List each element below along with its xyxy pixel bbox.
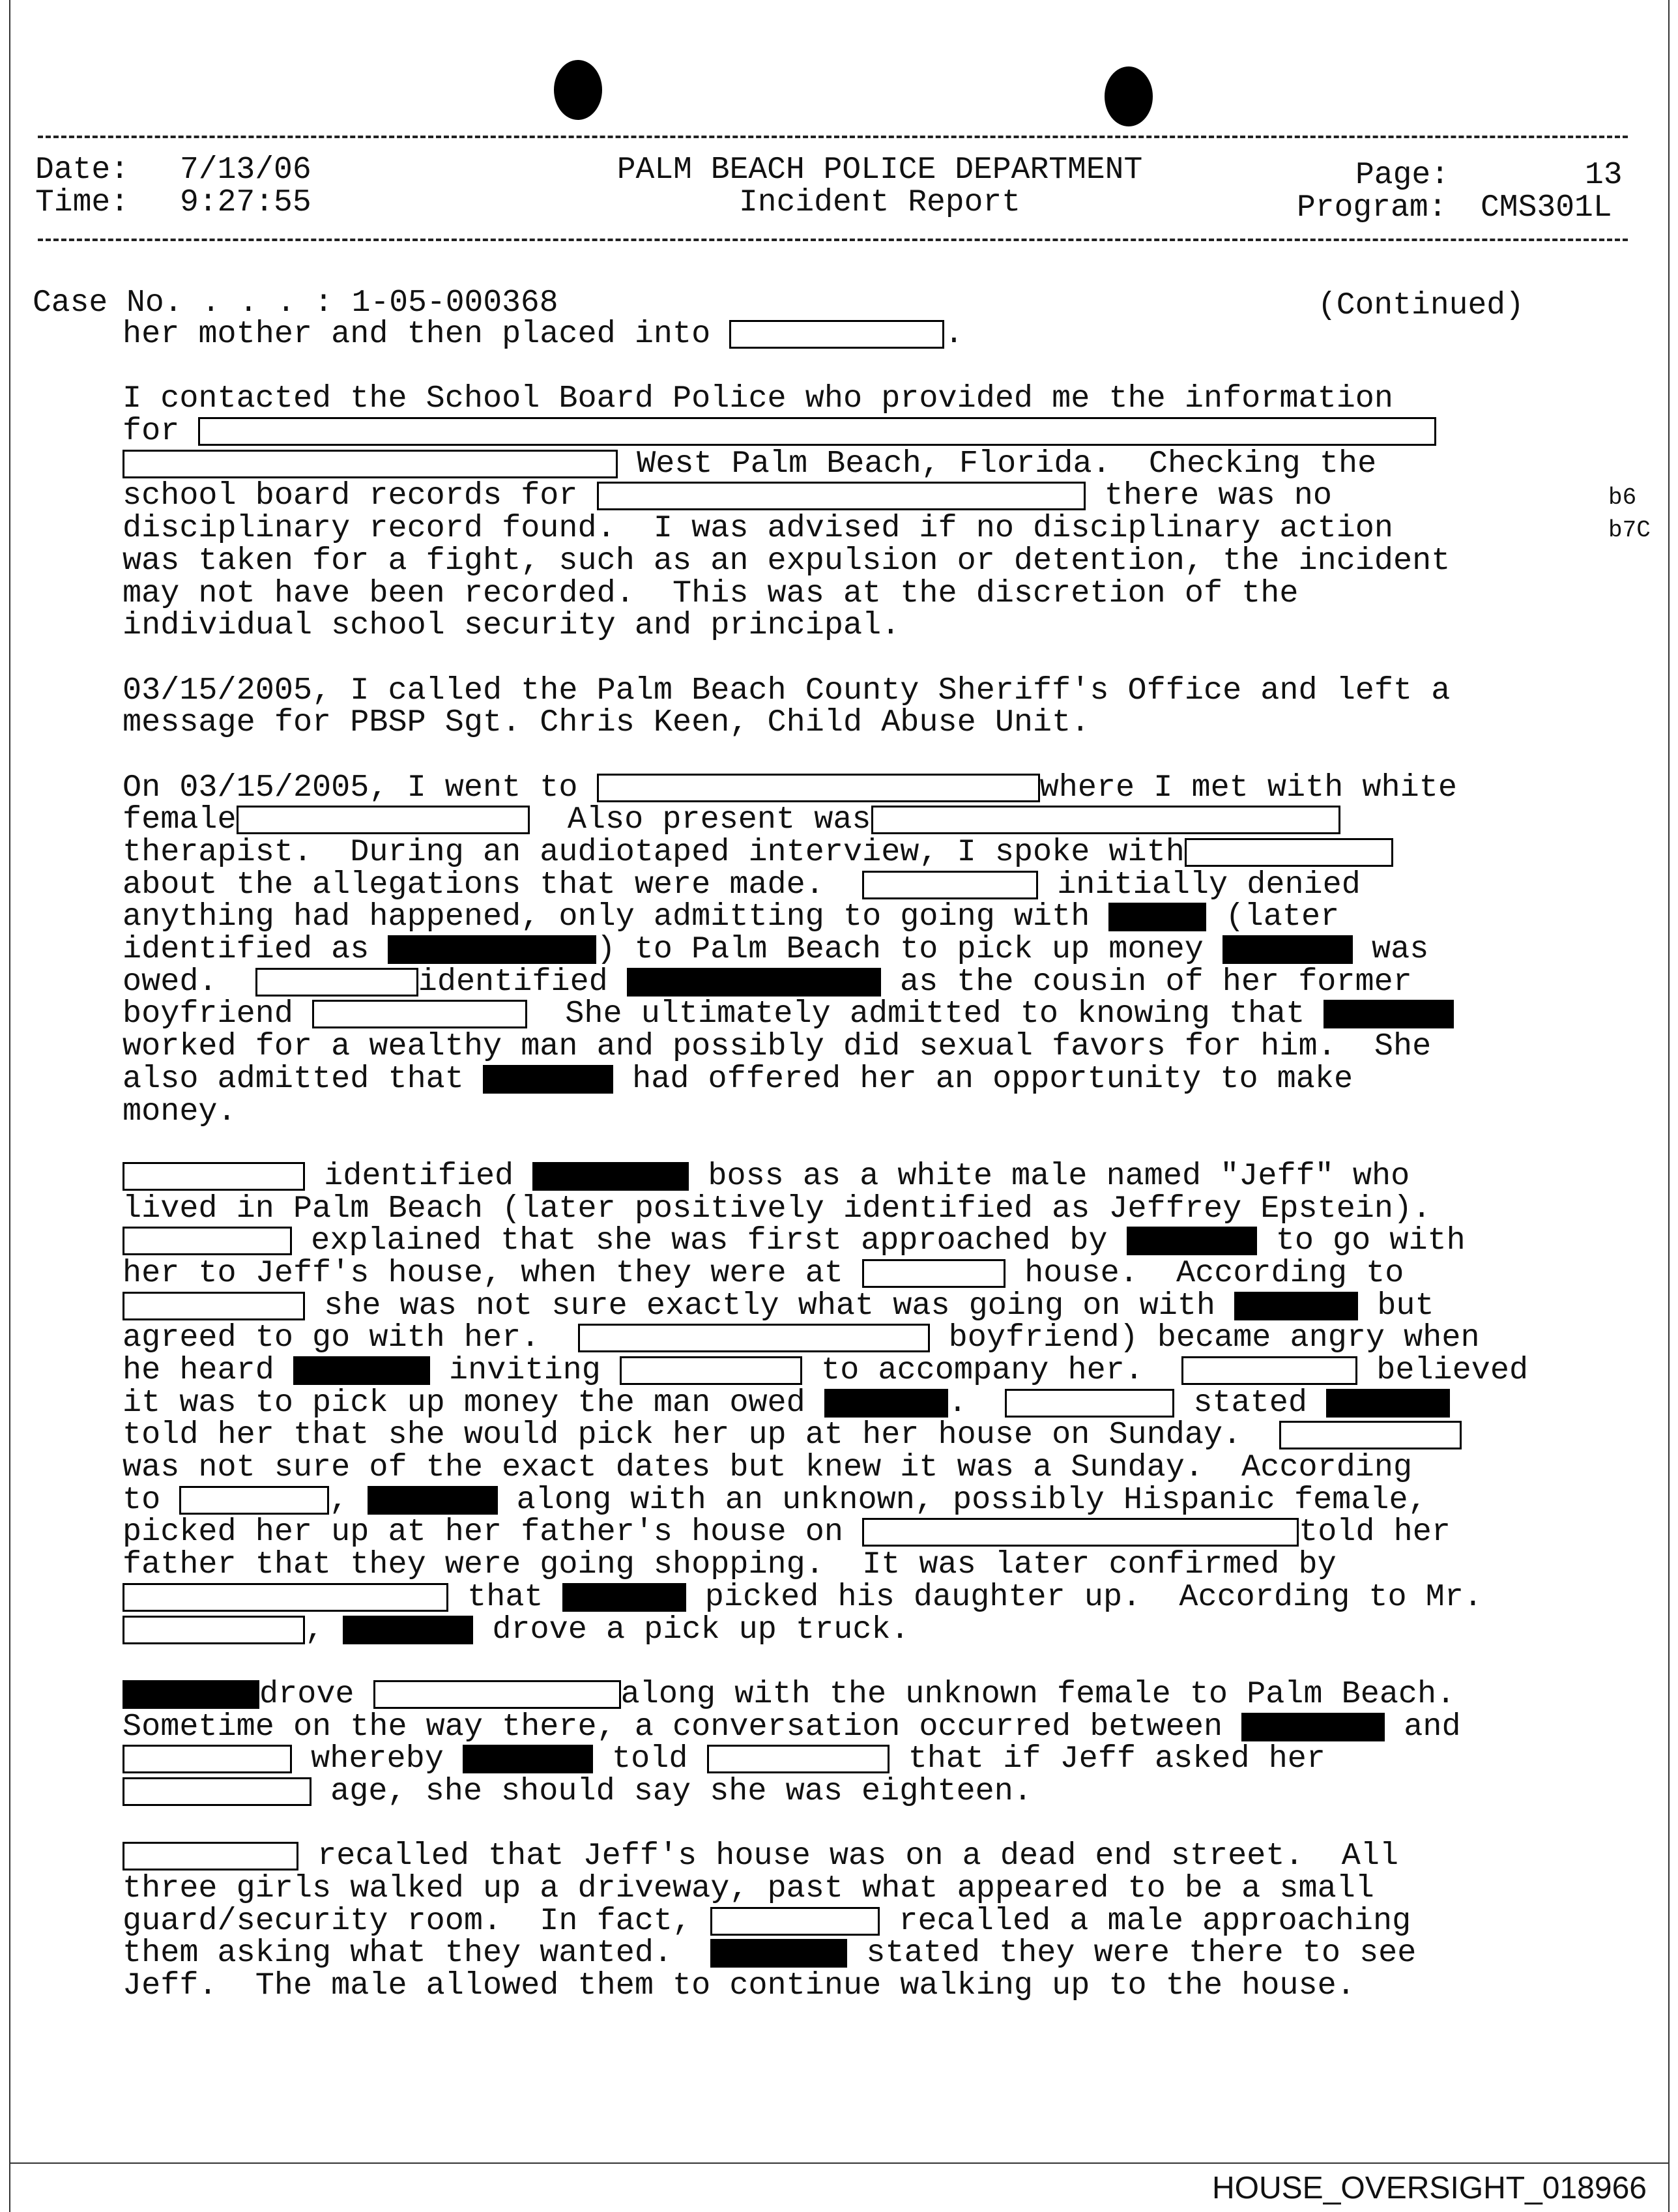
exemption-code-b7c: b7C — [1608, 517, 1651, 544]
narrative-text: may not have been recorded. This was at the discretion of the — [123, 575, 1299, 611]
header-rule-bottom — [38, 239, 1628, 241]
narrative-text: where I met with white — [1039, 769, 1457, 806]
narrative-text: about the allegations that were made. — [123, 866, 863, 903]
narrative-text: father that they were going shopping. It was later confirmed by — [123, 1547, 1337, 1583]
narrative-text: her mother and then placed into — [123, 316, 730, 352]
redaction-box — [729, 320, 944, 349]
narrative-text: ) to Palm Beach to pick up money — [596, 931, 1222, 968]
redaction-blackout — [463, 1745, 593, 1773]
narrative-text: 03/15/2005, I called the Palm Beach County Sheriff's Office and left a — [123, 672, 1451, 708]
narrative-text: recalled a male approaching — [880, 1902, 1411, 1939]
redaction-blackout — [1222, 935, 1353, 964]
narrative-text: , — [329, 1481, 368, 1518]
narrative-text: along with the unknown female to Palm Beach. — [620, 1676, 1456, 1712]
narrative-text: . — [947, 1384, 1005, 1421]
narrative-text: there was no — [1085, 478, 1332, 514]
punch-hole-left — [554, 60, 602, 120]
redaction-box — [123, 1616, 305, 1644]
narrative-text: . — [944, 316, 964, 352]
redaction-box — [123, 1292, 305, 1320]
narrative-text: picked her up at her father's house on — [123, 1514, 863, 1550]
department-title: PALM BEACH POLICE DEPARTMENT — [616, 153, 1143, 188]
header-rule-top — [38, 136, 1628, 138]
narrative-text: picked his daughter up. According to Mr. — [686, 1579, 1483, 1615]
narrative-text: message for PBSP Sgt. Chris Keen, Child Abuse Unit. — [123, 705, 1090, 741]
narrative-text: stated they were there to see — [847, 1935, 1417, 1972]
narrative-text: lived in Palm Beach (later positively identified as Jeffrey Epstein). — [123, 1190, 1432, 1227]
narrative-text: as the cousin of her former — [880, 963, 1412, 1000]
page-label: Page: — [1355, 158, 1450, 193]
narrative-line — [123, 1060, 1589, 1097]
narrative-text: On 03/15/2005, I went to — [123, 769, 597, 806]
narrative-text: to accompany her. — [802, 1352, 1182, 1388]
narrative-line — [123, 1902, 1589, 1939]
narrative-line — [123, 1481, 1589, 1518]
narrative-text: believed — [1357, 1352, 1529, 1388]
narrative-text: told her that she would pick her up at her house on Sunday. — [123, 1417, 1280, 1453]
redaction-blackout — [532, 1162, 689, 1191]
narrative-line — [123, 1840, 1589, 1872]
narrative-text: owed. — [123, 963, 255, 1000]
narrative-line — [123, 1030, 1589, 1063]
narrative-line — [123, 480, 1589, 512]
redaction-blackout — [1241, 1713, 1385, 1741]
narrative-line — [123, 1743, 1589, 1775]
narrative-line — [123, 769, 1589, 806]
narrative-line — [123, 609, 1589, 642]
narrative-line — [123, 1354, 1589, 1387]
narrative-line — [123, 1937, 1589, 1970]
narrative-line — [123, 318, 1589, 351]
narrative-line — [123, 512, 1589, 545]
paragraph-gap — [123, 739, 1589, 772]
narrative-text: drove — [259, 1676, 373, 1712]
redaction-box — [597, 482, 1086, 510]
narrative-text: to — [123, 1481, 180, 1518]
narrative-text: was — [1352, 931, 1429, 968]
narrative-text: three girls walked up a driveway, past what appeared to be a small — [123, 1870, 1374, 1906]
narrative-text: initially denied — [1038, 866, 1361, 903]
narrative-text: inviting — [429, 1352, 620, 1388]
narrative-line — [123, 383, 1589, 415]
narrative-text: house. According to — [1005, 1255, 1404, 1291]
redaction-box — [123, 1842, 298, 1870]
narrative-text: told her — [1299, 1514, 1451, 1550]
bates-number: HOUSE_OVERSIGHT_018966 — [1212, 2171, 1647, 2205]
paragraph-gap — [123, 1646, 1589, 1678]
narrative-text: explained that she was first approached by — [292, 1223, 1127, 1259]
narrative-text: but — [1358, 1287, 1434, 1324]
narrative-text: it was to pick up money the man owed — [123, 1384, 824, 1421]
narrative-text: was taken for a fight, such as an expulsion or detention, the incident — [123, 542, 1451, 579]
program-value: CMS301L — [1481, 190, 1612, 226]
redaction-blackout — [388, 935, 596, 964]
date-label: Date: — [35, 153, 130, 188]
narrative-line — [123, 1190, 1589, 1227]
narrative-line — [123, 1611, 1589, 1648]
redaction-box — [862, 871, 1038, 899]
redaction-box — [597, 774, 1040, 802]
narrative-text: Also present was — [529, 802, 871, 838]
narrative-line — [123, 1322, 1589, 1354]
redaction-box — [123, 1583, 448, 1612]
narrative-line — [123, 1872, 1589, 1905]
narrative-line — [123, 1257, 1589, 1290]
narrative-text: therapist. During an audiotaped interview, I spoke with — [123, 834, 1185, 870]
narrative-line — [123, 1225, 1589, 1257]
redaction-blackout — [343, 1616, 473, 1644]
redaction-blackout — [710, 1939, 847, 1968]
narrative-line — [123, 672, 1589, 708]
narrative-line — [123, 1775, 1589, 1808]
redaction-blackout — [1108, 903, 1206, 931]
report-type: Incident Report — [738, 185, 1021, 220]
narrative-text: along with an unknown, possibly Hispanic female, — [497, 1481, 1427, 1518]
narrative-text: and — [1385, 1708, 1461, 1745]
redaction-box — [123, 1777, 311, 1806]
date-value: 7/13/06 — [180, 153, 311, 188]
narrative-text: also admitted that — [123, 1060, 483, 1097]
narrative-text: them asking what they wanted. — [123, 1935, 711, 1972]
narrative-line — [123, 706, 1589, 739]
case-number: Case No. . . . : 1-05-000368 — [33, 285, 558, 321]
redaction-box — [862, 1259, 1005, 1288]
narrative-text: identified as — [123, 931, 388, 968]
narrative-text: she was not sure exactly what was going on with — [305, 1287, 1235, 1324]
page-number: 13 — [1585, 158, 1623, 193]
narrative-line — [123, 445, 1589, 482]
narrative-text: boyfriend — [123, 996, 313, 1032]
narrative-text: worked for a wealthy man and possibly did sexual favors for him. She — [123, 1028, 1432, 1065]
narrative-text: money. — [123, 1093, 237, 1129]
narrative-text: individual school security and principal. — [123, 607, 901, 644]
redaction-box — [707, 1745, 890, 1773]
narrative-text: West Palm Beach, Florida. Checking the — [618, 445, 1377, 482]
narrative-text: drove a pick up truck. — [473, 1611, 910, 1648]
narrative-line — [123, 1419, 1589, 1451]
narrative-text: I contacted the School Board Police who provided me the information — [123, 381, 1394, 417]
narrative-text: disciplinary record found. I was advised if no disciplinary action — [123, 510, 1394, 547]
report-narrative — [123, 318, 1589, 2002]
paragraph-gap — [123, 351, 1589, 383]
narrative-line — [123, 836, 1589, 869]
narrative-text: that — [448, 1579, 562, 1615]
narrative-line — [123, 1581, 1589, 1614]
redaction-blackout — [293, 1356, 430, 1385]
narrative-text: identified — [418, 963, 627, 1000]
redaction-box — [312, 1000, 527, 1028]
narrative-line — [123, 577, 1589, 610]
redaction-box — [871, 806, 1340, 834]
redaction-blackout — [1324, 1000, 1454, 1028]
narrative-text: agreed to go with her. — [123, 1320, 578, 1356]
narrative-text: for — [123, 413, 199, 450]
redaction-box — [710, 1907, 880, 1936]
time-label: Time: — [35, 185, 130, 220]
narrative-text: (later — [1206, 899, 1340, 935]
redaction-box — [1005, 1389, 1174, 1418]
time-value: 9:27:55 — [180, 185, 311, 220]
paragraph-gap — [123, 642, 1589, 675]
narrative-text: her to Jeff's house, when they were at — [123, 1255, 863, 1291]
narrative-text: anything had happened, only admitting to going with — [123, 899, 1109, 935]
punch-hole-right — [1105, 66, 1153, 126]
redaction-box — [1279, 1421, 1462, 1449]
narrative-text: age, she should say she was eighteen. — [311, 1773, 1032, 1809]
redaction-box — [198, 417, 1436, 446]
redaction-box — [123, 1227, 292, 1255]
narrative-line — [123, 1451, 1589, 1484]
narrative-text: was not sure of the exact dates but knew it was a Sunday. According — [123, 1449, 1413, 1486]
redaction-box — [862, 1518, 1299, 1547]
narrative-line — [123, 1287, 1589, 1324]
redaction-box — [123, 1745, 292, 1773]
exemption-code-b6: b6 — [1608, 484, 1637, 511]
redaction-box — [620, 1356, 802, 1385]
redaction-box — [578, 1324, 930, 1352]
redaction-blackout — [562, 1583, 686, 1612]
narrative-text: told — [592, 1741, 707, 1777]
paragraph-gap — [123, 1128, 1589, 1160]
narrative-line — [123, 963, 1589, 1000]
narrative-text: female — [123, 802, 237, 838]
redaction-box — [123, 1162, 305, 1191]
narrative-text: to go with — [1256, 1223, 1466, 1259]
narrative-line — [123, 1678, 1589, 1711]
narrative-text: had offered her an opportunity to make — [613, 1060, 1353, 1097]
narrative-text: Jeff. The male allowed them to continue walking up to the house. — [123, 1968, 1355, 2004]
narrative-text: he heard — [123, 1352, 293, 1388]
narrative-line — [123, 1093, 1589, 1129]
redaction-box — [255, 968, 418, 997]
redaction-blackout — [368, 1486, 498, 1515]
narrative-line — [123, 1384, 1589, 1421]
narrative-line — [123, 1970, 1589, 2002]
narrative-text: boyfriend) became angry when — [929, 1320, 1480, 1356]
narrative-text: guard/security room. In fact, — [123, 1902, 711, 1939]
paragraph-gap — [123, 1808, 1589, 1841]
narrative-line — [123, 901, 1589, 933]
redaction-box — [373, 1680, 621, 1709]
narrative-line — [123, 1157, 1589, 1194]
redaction-blackout — [1234, 1292, 1358, 1320]
redaction-box — [1185, 838, 1393, 867]
redaction-box — [1181, 1356, 1357, 1385]
page-edge-right — [1668, 0, 1670, 2212]
narrative-line — [123, 1549, 1589, 1581]
narrative-line — [123, 1708, 1589, 1745]
redaction-blackout — [483, 1065, 613, 1094]
continued-label: (Continued) — [1318, 288, 1524, 323]
redaction-box — [237, 806, 530, 834]
redaction-box — [123, 450, 618, 478]
narrative-text: boss as a white male named "Jeff" who — [689, 1157, 1410, 1194]
narrative-text: that if Jeff asked her — [889, 1741, 1326, 1777]
narrative-line — [123, 415, 1589, 448]
narrative-text: recalled that Jeff's house was on a dead end street. All — [298, 1838, 1399, 1874]
narrative-text: school board records for — [123, 478, 597, 514]
narrative-line — [123, 998, 1589, 1030]
redaction-blackout — [824, 1389, 948, 1418]
narrative-line — [123, 542, 1589, 579]
program-label: Program: — [1297, 190, 1447, 226]
narrative-line — [123, 804, 1589, 836]
narrative-text: , — [305, 1611, 343, 1648]
narrative-text: identified — [305, 1157, 533, 1194]
narrative-text: Sometime on the way there, a conversation occurred between — [123, 1708, 1242, 1745]
narrative-text: stated — [1174, 1384, 1327, 1421]
narrative-line — [123, 866, 1589, 903]
redaction-blackout — [627, 968, 881, 997]
narrative-text: She ultimately admitted to knowing that — [527, 996, 1324, 1032]
narrative-line — [123, 1516, 1589, 1549]
redaction-blackout — [1127, 1227, 1257, 1255]
redaction-blackout — [1326, 1389, 1450, 1418]
redaction-box — [179, 1486, 329, 1515]
page-edge-left — [9, 0, 10, 2212]
redaction-blackout — [123, 1680, 259, 1709]
page-edge-bottom — [9, 2162, 1670, 2164]
narrative-text: whereby — [292, 1741, 463, 1777]
narrative-line — [123, 933, 1589, 966]
